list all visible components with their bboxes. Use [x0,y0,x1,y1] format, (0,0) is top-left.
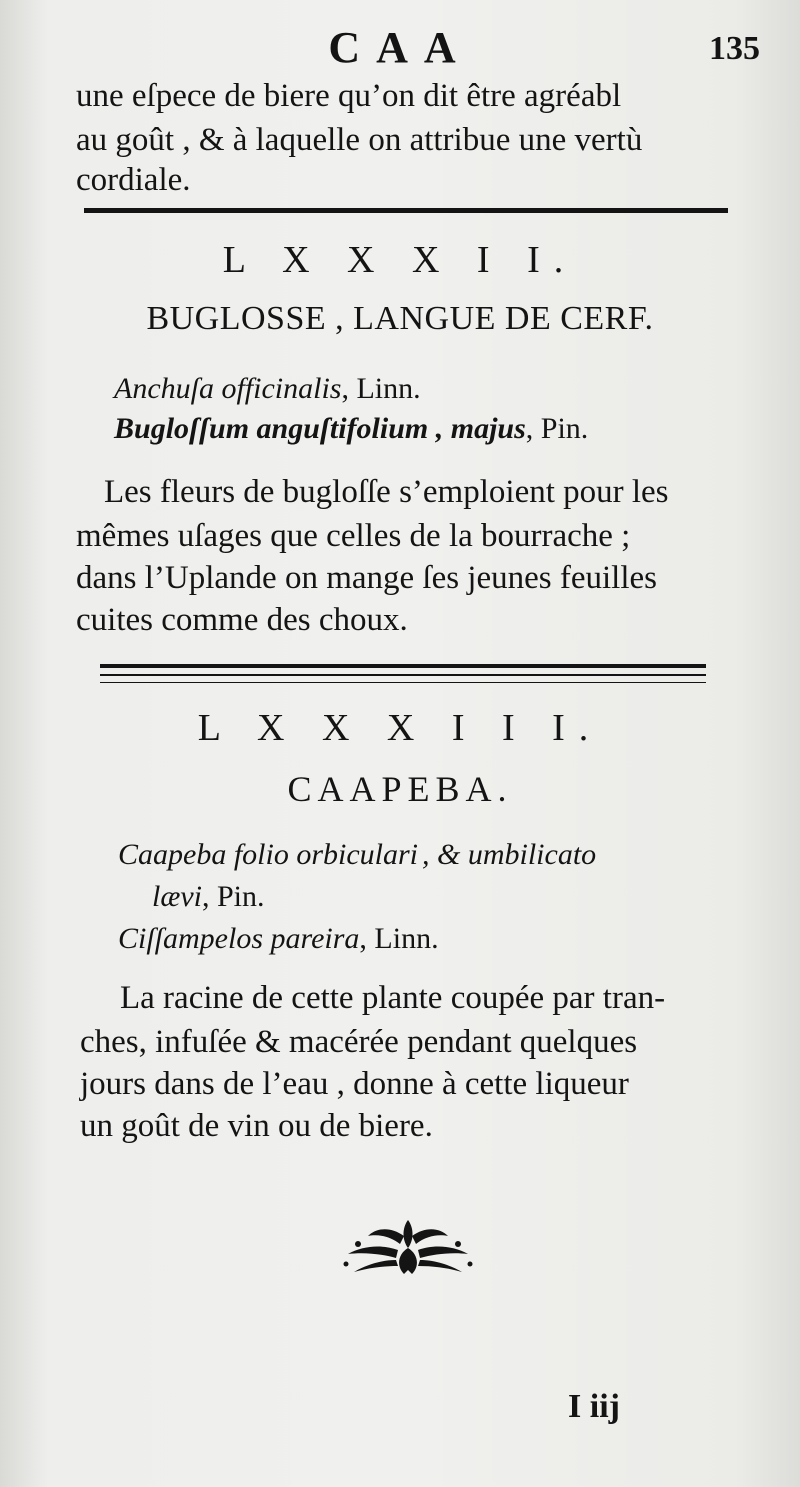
paragraph-line: La racine de cette plante coupée par tran- [120,980,666,1016]
running-title: CAA [328,23,472,72]
section-divider-thin [100,674,706,676]
paragraph-line: mêmes uſages que celles de la bourrache ; [76,518,631,554]
page-number: 135 [709,30,760,67]
paragraph-line: un goût de vin ou de biere. [80,1108,433,1144]
section-divider-thin [100,682,706,683]
synonym-line [152,880,265,914]
synonym-name-continued: , & umbilicato [422,838,597,871]
signature-mark: I iij [568,1388,620,1425]
synonym-line [118,922,439,956]
continuation-line: au goût , & à laquelle on attribue une vertù [76,122,643,158]
synonym-author: , Pin. [202,880,265,913]
synonym-author: , Linn. [359,922,439,955]
entry-number: L X X X I I I. [197,707,603,749]
section-divider [100,664,706,668]
synonym-name: Caapeba folio orbiculari [118,838,418,871]
entry-title: BUGLOSSE , LANGUE DE CERF. [146,300,654,337]
entry-number: L X X X I I. [222,239,578,281]
synonym-line [114,372,421,406]
continuation-line: une eſpece de biere qu’on dit être agréabl [76,78,622,114]
synonym-line [118,838,596,872]
continuation-line: cordiale. [76,162,191,198]
synonym-name: Bugloſſum anguſtifolium , majus [114,412,526,445]
paragraph-line: ches, infuſée & macérée pendant quelques [80,1024,638,1060]
paragraph-line: jours dans de l’eau , donne à cette liqueur [80,1066,629,1102]
synonym-line [114,412,588,446]
paragraph-line: dans l’Uplande on mange ſes jeunes feuilles [76,560,657,596]
synonym-name: Ciſſampelos pareira [118,922,360,955]
floral-tailpiece-icon [338,1210,478,1280]
paragraph-line: Les fleurs de bugloſſe s’emploient pour les [104,474,669,510]
synonym-name: lævi [152,880,202,913]
synonym-author: , Pin. [525,412,589,445]
paragraph-line: cuites comme des choux. [76,602,408,638]
synonym-author: , Linn. [341,372,421,405]
synonym-name: Anchuſa officinalis [114,372,342,405]
entry-title: CAAPEBA. [287,769,513,809]
section-divider [84,208,728,213]
